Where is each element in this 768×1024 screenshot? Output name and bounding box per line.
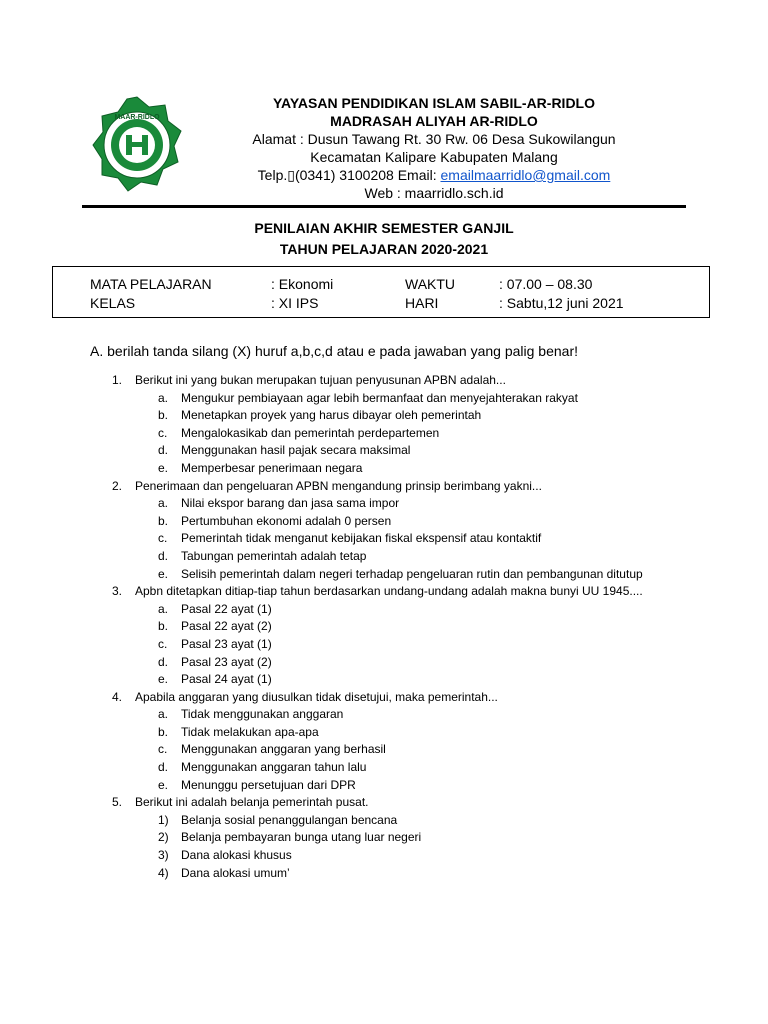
option-label: e. (158, 672, 169, 687)
question-text: Apabila anggaran yang diusulkan tidak disetujui, maka pemerintah... (135, 689, 498, 704)
school-logo (90, 95, 184, 193)
option-label: e. (158, 777, 169, 792)
question-number: 2. (112, 478, 123, 493)
answer-option (0, 654, 768, 672)
question-text: Berikut ini adalah belanja pemerintah pusat. (135, 795, 369, 810)
option-text: Pasal 23 ayat (2) (181, 654, 272, 669)
option-text: Belanja sosial penanggulangan bencana (181, 812, 398, 827)
class-value: : XI IPS (271, 295, 319, 311)
website-line: Web : maarridlo.sch.id (364, 185, 504, 201)
option-text: Menggunakan anggaran yang berhasil (181, 742, 386, 757)
answer-option (0, 829, 768, 847)
answer-option (0, 390, 768, 408)
day-value: : Sabtu,12 juni 2021 (499, 295, 624, 311)
option-text: Menunggu persetujuan dari DPR (181, 777, 356, 792)
answer-option (0, 777, 768, 795)
question-2 (0, 478, 768, 496)
option-label: a. (158, 496, 169, 511)
option-label: d. (158, 654, 169, 669)
question-list (0, 372, 768, 882)
subject-value: : Ekonomi (271, 276, 334, 292)
answer-option (0, 847, 768, 865)
option-text: Menggunakan hasil pajak secara maksimal (181, 443, 411, 458)
exam-info-box (52, 266, 710, 318)
option-label: b. (158, 408, 169, 423)
question-4 (0, 689, 768, 707)
option-label: 2) (158, 830, 169, 845)
option-label: 3) (158, 848, 169, 863)
answer-option (0, 636, 768, 654)
option-text: Tidak menggunakan anggaran (181, 707, 344, 722)
option-text: Dana alokasi khusus (181, 848, 292, 863)
option-text: Pasal 24 ayat (1) (181, 672, 272, 687)
option-text: Belanja pembayaran bunga utang luar negeri (181, 830, 422, 845)
option-label: 4) (158, 865, 169, 880)
option-text: Tabungan pemerintah adalah tetap (181, 548, 367, 563)
option-text: Memperbesar penerimaan negara (181, 460, 363, 475)
question-number: 5. (112, 795, 123, 810)
day-label: HARI (405, 295, 439, 311)
option-label: a. (158, 390, 169, 405)
option-label: b. (158, 619, 169, 634)
option-label: c. (158, 531, 168, 546)
answer-option (0, 706, 768, 724)
answer-option (0, 495, 768, 513)
option-label: 1) (158, 812, 169, 827)
option-text: Pemerintah tidak menganut kebijakan fiskal ekspensif atau kontaktif (181, 531, 542, 546)
logo-text: MAAR-RIDLO (114, 114, 160, 121)
answer-option (0, 618, 768, 636)
option-text: Dana alokasi umum’ (181, 865, 290, 880)
question-text: Penerimaan dan pengeluaran APBN mengandung prinsip berimbang yakni... (135, 478, 542, 493)
answer-option (0, 865, 768, 883)
exam-title-line-1: PENILAIAN AKHIR SEMESTER GANJIL (254, 220, 514, 236)
answer-option (0, 530, 768, 548)
option-label: a. (158, 707, 169, 722)
answer-option (0, 671, 768, 689)
address-line-1: Alamat : Dusun Tawang Rt. 30 Rw. 06 Desa Sukowilangun (252, 131, 616, 147)
answer-option (0, 425, 768, 443)
answer-option (0, 601, 768, 619)
option-label: d. (158, 443, 169, 458)
question-3 (0, 583, 768, 601)
option-label: b. (158, 513, 169, 528)
answer-option (0, 442, 768, 460)
question-text: Berikut ini yang bukan merupakan tujuan penyusunan APBN adalah... (135, 373, 506, 387)
option-text: Tidak melakukan apa-apa (181, 724, 319, 739)
answer-option (0, 566, 768, 584)
answer-option (0, 741, 768, 759)
school-name: MADRASAH ALIYAH AR-RIDLO (330, 113, 538, 129)
option-text: Menetapkan proyek yang harus dibayar oleh pemerintah (181, 408, 482, 423)
exam-title-line-2: TAHUN PELAJARAN 2020-2021 (279, 241, 489, 257)
option-text: Nilai ekspor barang dan jasa sama impor (181, 496, 400, 511)
contact-line (200, 166, 668, 184)
answer-option (0, 548, 768, 566)
address-line-2: Kecamatan Kalipare Kabupaten Malang (310, 149, 558, 165)
question-5 (0, 794, 768, 812)
option-text: Pertumbuhan ekonomi adalah 0 persen (181, 513, 392, 528)
option-label: d. (158, 760, 169, 775)
option-text: Menggunakan anggaran tahun lalu (181, 760, 367, 775)
option-label: e. (158, 566, 169, 581)
option-label: c. (158, 742, 168, 757)
option-label: d. (158, 548, 169, 563)
header-divider (82, 205, 686, 208)
exam-title (0, 218, 768, 260)
answer-option (0, 513, 768, 531)
answer-option (0, 460, 768, 478)
question-text: Apbn ditetapkan ditiap-tiap tahun berdasarkan undang-undang adalah makna bunyi UU 1945.... (135, 584, 643, 599)
question-number: 1. (112, 373, 123, 387)
time-value: : 07.00 – 08.30 (499, 276, 593, 292)
phone-text: Telp.▯(0341) 3100208 Email: (257, 167, 441, 183)
option-text: Mengukur pembiayaan agar lebih bermanfaat dan menyejahterakan rakyat (181, 390, 578, 405)
subject-label: MATA PELAJARAN (90, 276, 212, 292)
answer-option (0, 724, 768, 742)
question-number: 4. (112, 689, 123, 704)
email-link[interactable]: emailmaarridlo@gmail.com (440, 167, 611, 183)
question-number: 3. (112, 584, 123, 599)
option-label: c. (158, 636, 168, 651)
answer-option (0, 407, 768, 425)
option-text: Pasal 23 ayat (1) (181, 636, 272, 651)
letterhead (200, 94, 668, 202)
option-label: b. (158, 724, 169, 739)
answer-option (0, 812, 768, 830)
option-label: e. (158, 460, 169, 475)
option-label: a. (158, 601, 169, 616)
class-label: KELAS (90, 295, 136, 311)
option-label: c. (158, 425, 168, 440)
option-text: Selisih pemerintah dalam negeri terhadap pengeluaran rutin dan pembangunan ditutup (181, 566, 643, 581)
option-text: Pasal 22 ayat (2) (181, 619, 272, 634)
question-1 (0, 372, 768, 390)
answer-option (0, 759, 768, 777)
foundation-name: YAYASAN PENDIDIKAN ISLAM SABIL-AR-RIDLO (272, 95, 596, 111)
option-text: Mengalokasikab dan pemerintah perdepartemen (181, 425, 440, 440)
time-label: WAKTU (405, 276, 456, 292)
option-text: Pasal 22 ayat (1) (181, 601, 272, 616)
instruction-text: A. berilah tanda silang (X) huruf a,b,c,d atau e pada jawaban yang palig benar! (90, 343, 578, 359)
